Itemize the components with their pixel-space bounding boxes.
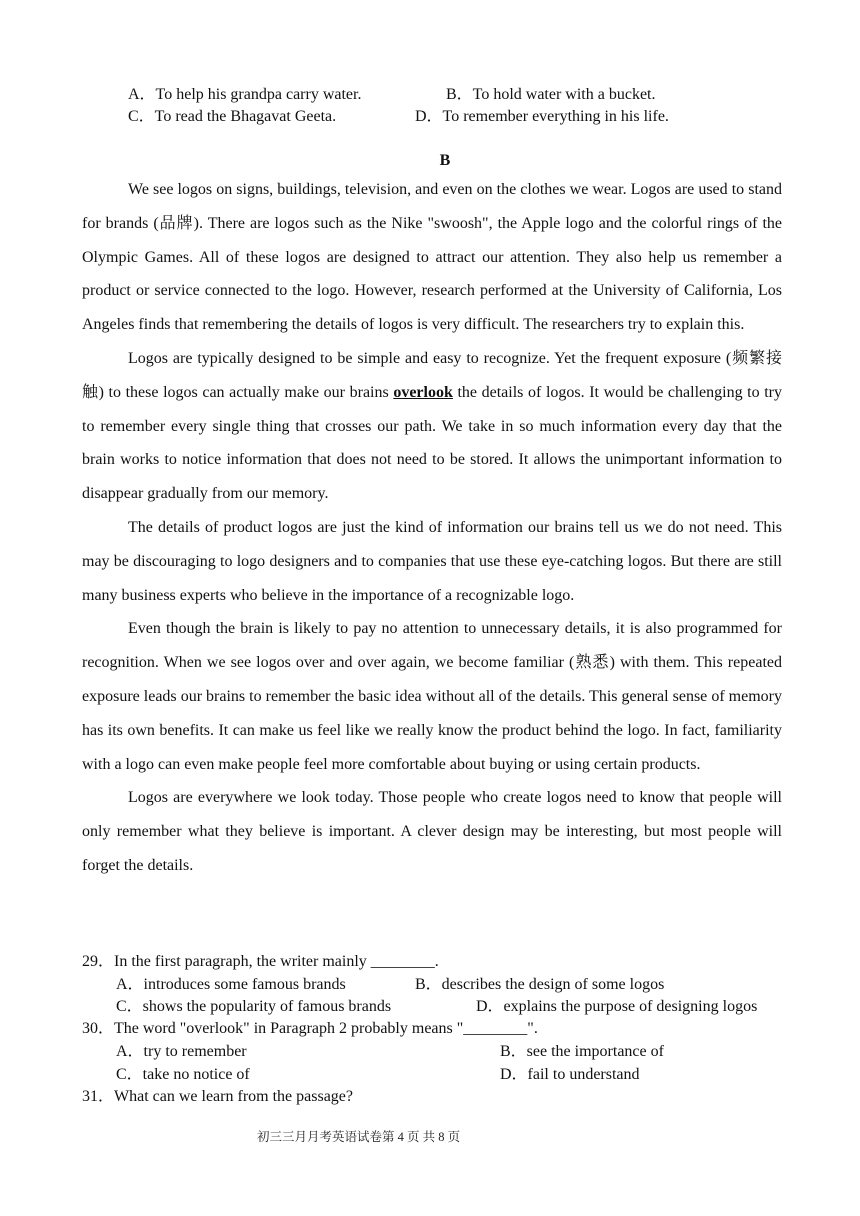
q29-option-d: D．explains the purpose of designing logos <box>476 998 758 1015</box>
passage <box>82 173 782 883</box>
q31-stem: 31．What can we learn from the passage? <box>82 1088 353 1105</box>
section-heading: B <box>439 152 451 169</box>
passage-paragraph-2 <box>82 342 782 511</box>
paragraph-3-text: The details of product logos are just the kind of information our brains tell us we do not need. This may be discouraging to logo designers and to companies that use these eye-catching logos. But there are still many business experts who believe in the importance of a recognizable logo. <box>82 518 782 604</box>
q30-option-b: B．see the importance of <box>500 1043 664 1060</box>
paragraph-5-text: Logos are everywhere we look today. Those people who create logos need to know that people will only remember what they believe is important. A clever design may be interesting, but most people will forget the details. <box>82 789 782 874</box>
passage-paragraph-5 <box>82 781 782 882</box>
q30-option-c: C．take no notice of <box>116 1066 250 1083</box>
paragraph-4-text: Even though the brain is likely to pay no attention to unnecessary details, it is also programmed for recognition. When we see logos over and over again, we become familiar (熟悉) with them. This repeated exposure leads our brains to remember the basic idea without all of the details. This general sense of memory has its own benefits. It can make us feel like we really know the product behind the logo. In fact, familiarity with a logo can even make people feel more comfortable about buying or using certain products. <box>82 620 782 773</box>
paragraph-2-text-start: Logos are typically designed to be simple and easy to recognize. Yet the frequent exposure (频繁接触) to these logos can actually make our brains <box>82 349 782 401</box>
q30-option-d: D．fail to understand <box>500 1066 640 1083</box>
q30-stem: 30．The word "overlook" in Paragraph 2 probably means "________". <box>82 1020 538 1037</box>
q29-stem: 29．In the first paragraph, the writer mainly ________. <box>82 953 439 970</box>
paragraph-1-text: We see logos on signs, buildings, television, and even on the clothes we wear. Logos are used to stand for brands (品牌). There are logos such as the Nike "swoosh", the Apple logo and the colorful rings of the Olympic Games. All of these logos are designed to attract our attention. They also help us remember a product or service connected to the logo. However, research performed at the University of California, Los Angeles finds that remembering the details of logos is very difficult. The researchers try to explain this. <box>82 181 782 334</box>
q28-option-d: D．To remember everything in his life. <box>415 108 669 125</box>
q29-option-a: A．introduces some famous brands <box>116 976 346 993</box>
q30-option-a: A．try to remember <box>116 1043 247 1060</box>
passage-paragraph-3 <box>82 511 782 612</box>
q28-option-b: B．To hold water with a bucket. <box>446 86 656 103</box>
passage-paragraph-4 <box>82 612 782 781</box>
passage-paragraph-1 <box>82 173 782 342</box>
q28-option-c: C．To read the Bhagavat Geeta. <box>128 108 337 125</box>
q28-option-a: A．To help his grandpa carry water. <box>128 86 362 103</box>
keyword-overlook: overlook <box>393 383 453 401</box>
paragraph-2-text-end: the details of logos. It would be challenging to try to remember every single thing that crosses our path. We take in so much information every day that the brain works to notice information that does not need to be stored. It allows the unimportant information to disappear gradually from our memory. <box>82 383 783 503</box>
q29-option-c: C．shows the popularity of famous brands <box>116 998 392 1015</box>
page-footer: 初三三月月考英语试卷第 4 页 共 8 页 <box>257 1130 461 1144</box>
q29-option-b: B．describes the design of some logos <box>415 976 665 993</box>
